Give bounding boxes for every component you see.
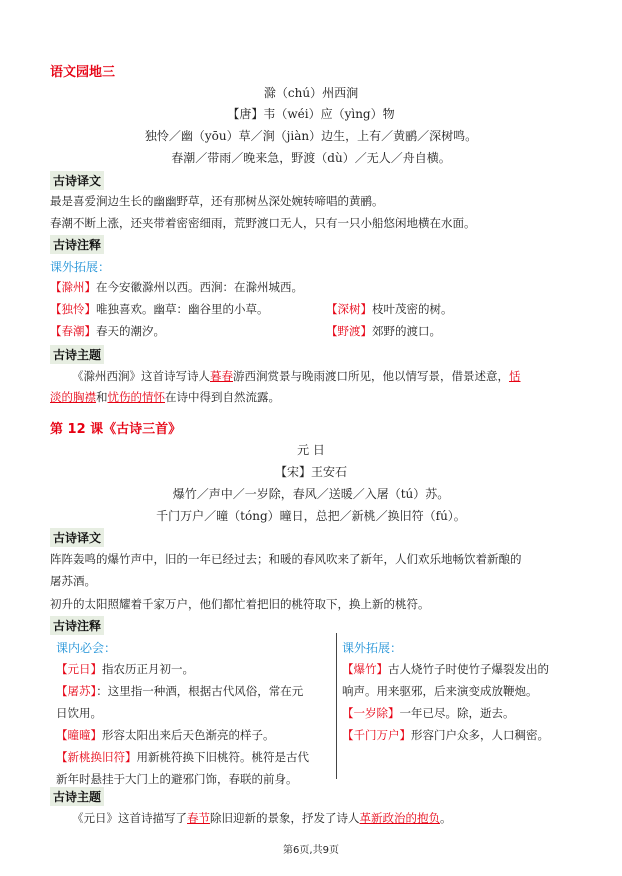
note-item (56, 749, 309, 765)
note-term: 【滁州】 (50, 280, 96, 294)
theme-fragment: 和 (96, 390, 108, 404)
lesson-title: 第 12 课《古诗三首》 (50, 422, 182, 437)
theme-text (50, 389, 280, 405)
note-desc: ：这里指一种酒，根据古代风俗，常在元 (96, 684, 304, 698)
note-item (56, 683, 303, 699)
note-term: 【野渡】 (326, 324, 372, 338)
note-continuation: 响声。用来驱邪，后来演变成放鞭炮。 (342, 684, 538, 698)
theme-highlight: 忧伤的情怀 (107, 390, 165, 404)
in-class-label: 课内必会： (56, 641, 117, 655)
note-term: 【一岁除】 (342, 706, 400, 720)
extension-label: 课外拓展： (342, 641, 403, 655)
theme-tag: 古诗主题 (50, 345, 104, 364)
note-item (326, 323, 441, 339)
note-item (50, 279, 303, 295)
poem-line: 独怜／幽（yōu）草／涧（jiàn）边生，上有／黄鹂／深树鸣。 (144, 129, 478, 143)
note-desc: 形容门户众多，人口稠密。 (411, 728, 549, 742)
theme-fragment: 游西涧赏景与晚雨渡口所见，他以情写景，借景述意， (233, 369, 509, 383)
theme-highlight: 暮春 (210, 369, 233, 383)
column-divider (336, 633, 337, 779)
theme-fragment: 除旧迎新的景象，抒发了诗人 (210, 811, 360, 825)
note-item (342, 705, 515, 721)
note-term: 【屠苏】 (56, 684, 97, 698)
theme-tag: 古诗主题 (50, 787, 104, 806)
note-item (342, 727, 549, 743)
poem-author: 【宋】王安石 (274, 465, 347, 479)
translation-text: 初升的太阳照耀着千家万户，他们都忙着把旧的桃符取下，换上新的桃符。 (50, 597, 430, 611)
note-term: 【曈曈】 (56, 728, 102, 742)
poem-line: 爆竹／声中／一岁除，春风／送暖／入屠（tú）苏。 (172, 487, 450, 501)
notes-tag: 古诗注释 (50, 235, 104, 254)
note-continuation: 新年时悬挂于大门上的避邪门饰，春联的前身。 (56, 772, 298, 786)
note-desc: 指农历正月初一。 (102, 662, 194, 676)
theme-text (72, 810, 452, 826)
note-term: 【元日】 (56, 662, 102, 676)
note-desc: 郊野的渡口。 (372, 324, 441, 338)
translation-text: 屠苏酒。 (50, 574, 96, 588)
note-item (50, 301, 269, 317)
note-item (50, 323, 165, 339)
section-title: 语文园地三 (50, 65, 116, 80)
translation-tag: 古诗译文 (50, 528, 104, 547)
theme-text (72, 368, 521, 384)
note-desc: 古人烧竹子时使竹子爆裂发出的 (388, 662, 549, 676)
poem-title: 滁（chú）州西涧 (263, 86, 359, 100)
notes-tag: 古诗注释 (50, 616, 104, 635)
note-desc: 一年已尽。除，逝去。 (399, 706, 515, 720)
note-term: 【独怜】 (50, 302, 96, 316)
note-desc: 形容太阳出来后天色渐亮的样子。 (102, 728, 275, 742)
note-term: 【春潮】 (50, 324, 96, 338)
note-term: 【千门万户】 (342, 728, 411, 742)
translation-text: 最是喜爱涧边生长的幽幽野草，还有那树丛深处婉转啼唱的黄鹂。 (50, 194, 384, 208)
note-term: 【深树】 (326, 302, 372, 316)
translation-tag: 古诗译文 (50, 171, 104, 190)
translation-text: 阵阵轰鸣的爆竹声中，旧的一年已经过去；和暖的春风吹来了新年，人们欢乐地畅饮着新酿的 (50, 552, 522, 566)
page-number: 第6页,共9页 (283, 845, 339, 856)
note-continuation: 日饮用。 (56, 706, 102, 720)
poem-author: 【唐】韦（wéi）应（yìng）物 (227, 107, 395, 121)
theme-highlight: 革新政治的抱负 (359, 811, 440, 825)
note-desc: 在今安徽滁州以西。西涧：在滁州城西。 (96, 280, 303, 294)
poem-title: 元 日 (297, 443, 325, 457)
note-desc: 春天的潮汐。 (96, 324, 165, 338)
note-item (56, 661, 194, 677)
poem-line: 春潮／带雨／晚来急，野渡（dù）／无人／舟自横。 (171, 151, 451, 165)
note-term: 【爆竹】 (342, 662, 388, 676)
theme-fragment: 在诗中得到自然流露。 (165, 390, 280, 404)
theme-fragment: 。 (440, 811, 452, 825)
extension-label: 课外拓展： (50, 260, 111, 274)
poem-line: 千门万户／曈（tóng）曈日，总把／新桃／换旧符（fú）。 (156, 509, 466, 523)
theme-fragment: 《滁州西涧》这首诗写诗人 (72, 369, 210, 383)
note-item (342, 661, 549, 677)
note-item (326, 301, 453, 317)
note-desc: 枝叶茂密的树。 (372, 302, 453, 316)
theme-highlight: 春节 (187, 811, 210, 825)
note-desc: 用新桃符换下旧桃符。桃符是古代 (136, 750, 309, 764)
note-item (56, 727, 275, 743)
note-term: 【新桃换旧符】 (56, 750, 137, 764)
theme-fragment: 《元日》这首诗描写了 (72, 811, 187, 825)
theme-highlight: 恬 (509, 369, 521, 383)
note-desc: 唯独喜欢。幽草：幽谷里的小草。 (96, 302, 269, 316)
translation-text: 春潮不断上涨，还夹带着密密细雨，荒野渡口无人，只有一只小船悠闲地横在水面。 (50, 216, 476, 230)
theme-highlight: 淡的胸襟 (50, 390, 96, 404)
